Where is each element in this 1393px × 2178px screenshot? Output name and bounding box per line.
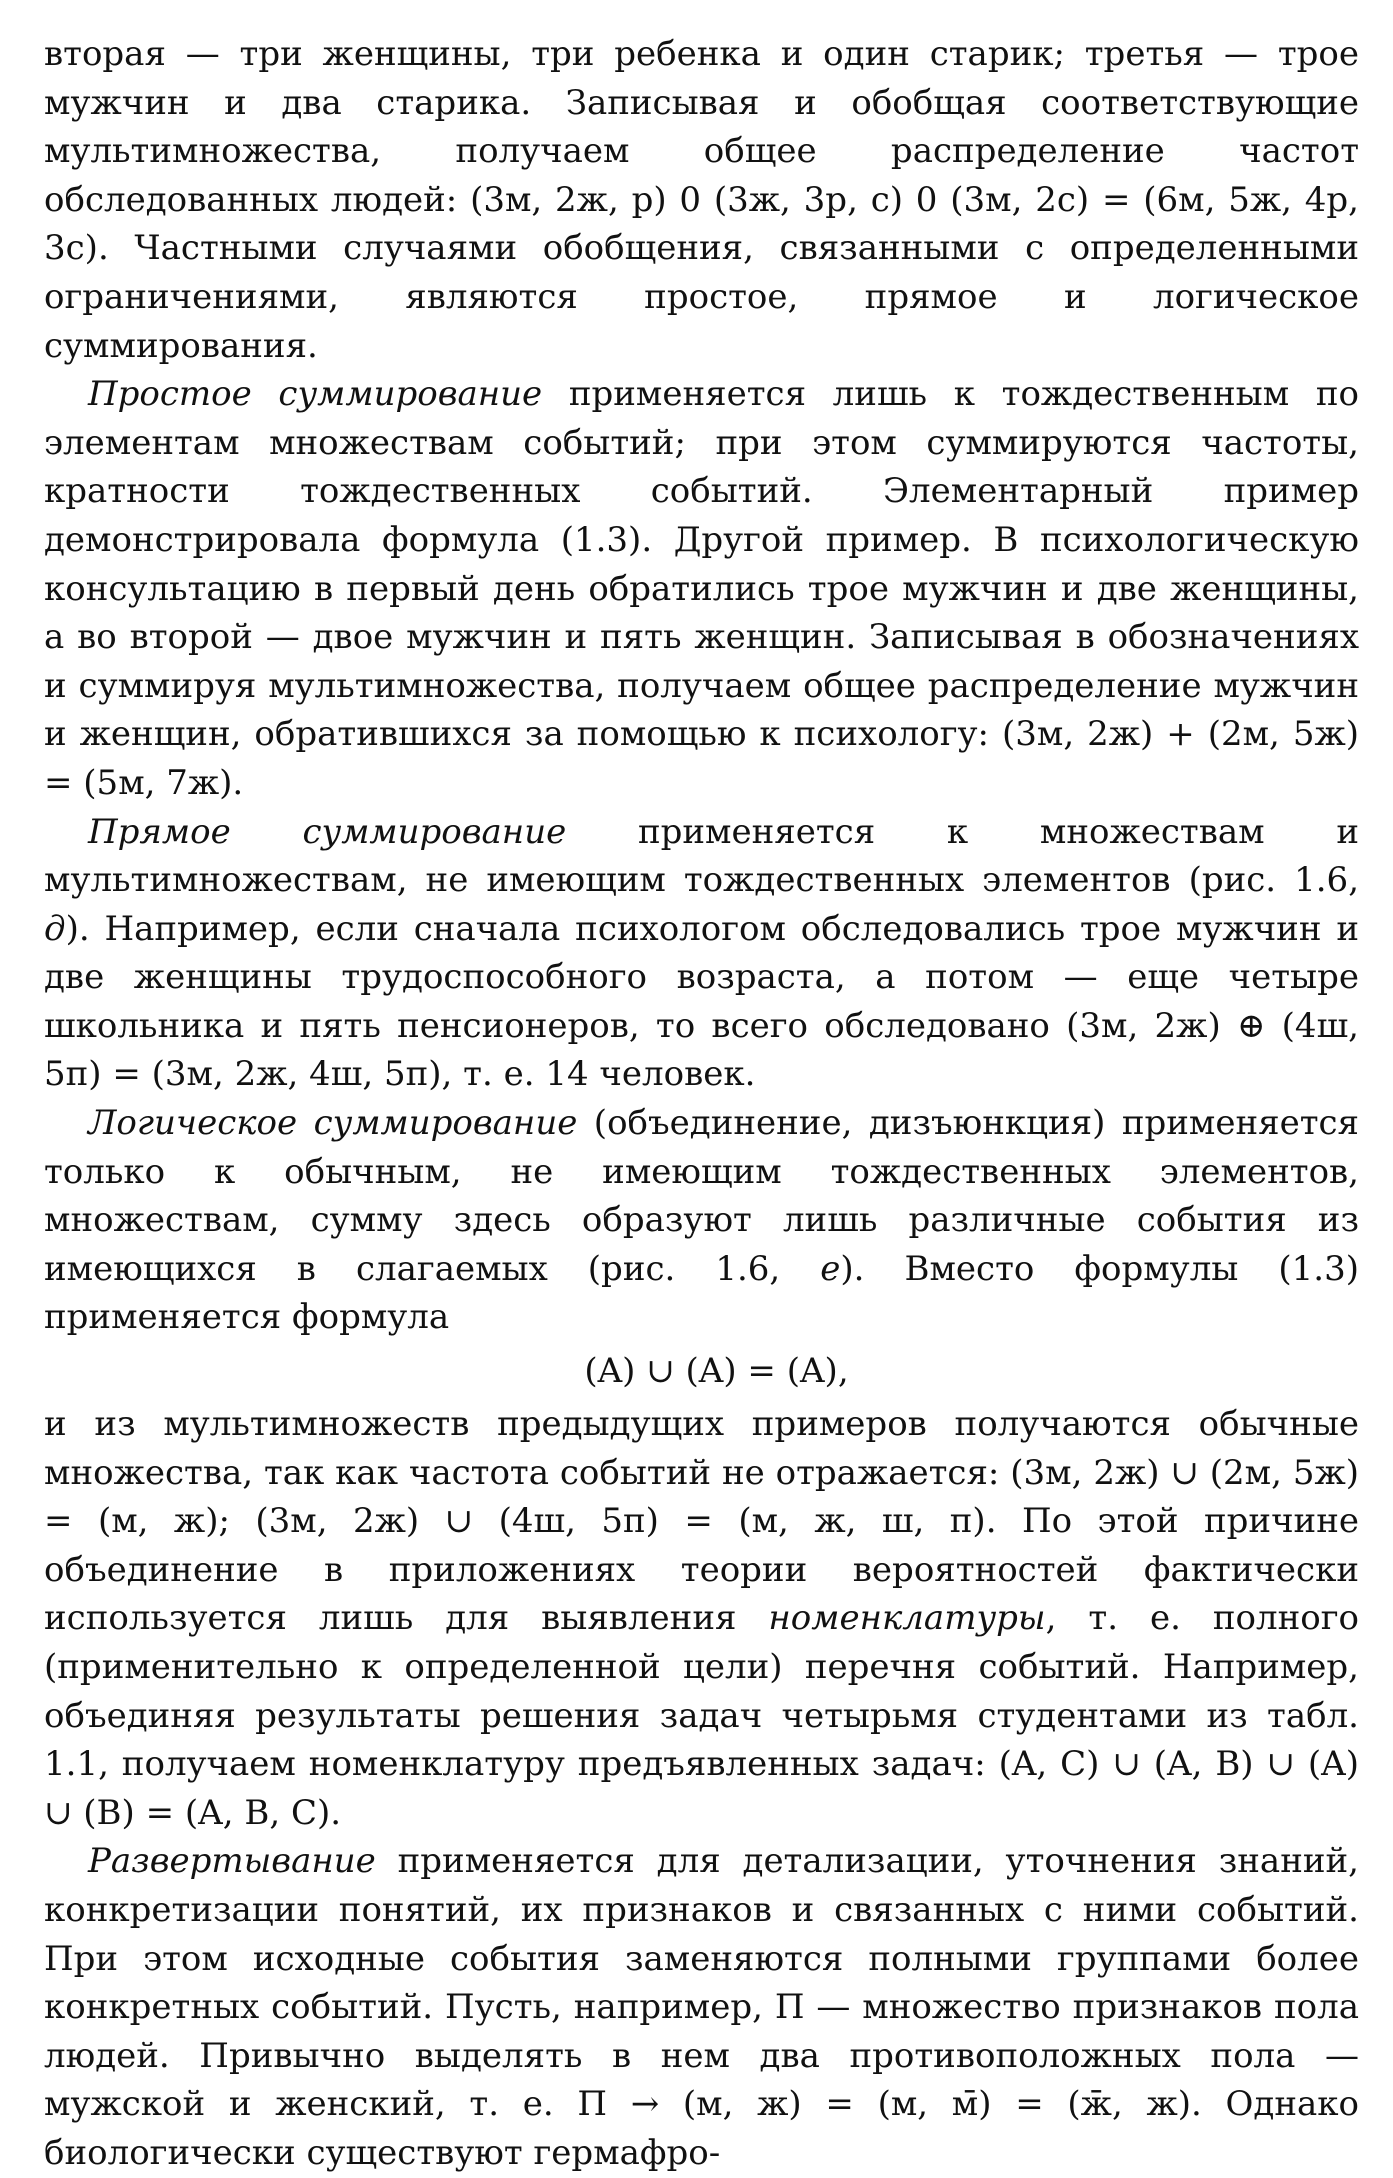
text-run: применяется к множествам и мультимножествам, не имеющим тождественных элементов (рис. 1.6, xyxy=(44,811,1360,901)
display-formula: (A) ∪ (A) = (A), xyxy=(584,1351,849,1392)
paragraph-union-examples xyxy=(44,1400,1359,1837)
paragraph-direct-summation xyxy=(44,808,1359,1100)
paragraph-simple-summation xyxy=(44,370,1359,807)
figure-ref-letter: е xyxy=(820,1248,841,1289)
term-nomenclature: номенклатуры xyxy=(768,1598,1046,1639)
text-run: ). Вместо формулы (1.3) применяется формула xyxy=(44,1248,1359,1338)
term-expansion: Развертывание xyxy=(88,1841,376,1882)
figure-ref-letter: д xyxy=(44,908,66,949)
text-run: применяется лишь к тождественным по элементам множествам событий; при этом суммируются частоты, кратности тождественных событий. Элементарный пример демонстрировала формула (1.3). Другой пример. В психологическую консультацию в первый день обратились трое мужчин и две женщины, а во второй — двое мужчин и пять женщин. Записывая в обозначениях и суммируя мультимножества, получаем общее распределение мужчин и женщин, обратившихся за помощью к психологу: (3м, 2ж) + (2м, 5ж) = (5м, 7ж). xyxy=(44,374,1359,803)
term-simple-summation: Простое суммирование xyxy=(88,374,543,415)
term-logical-summation: Логическое суммирование xyxy=(88,1103,578,1144)
text-run: (объединение, дизъюнкция) применяется только к обычным, не имеющим тождественных элементов, множествам, сумму здесь образуют лишь различные события из имеющихся в слагаемых (рис. 1.6, xyxy=(44,1103,1360,1289)
term-direct-summation: Прямое суммирование xyxy=(88,811,567,852)
paragraph-logical-summation xyxy=(44,1099,1359,1342)
text-run: вторая — три женщины, три ребенка и один старик; третья — трое мужчин и два старика. Записывая и обобщая соответствующие мультимножества, получаем общее распределение частот обследованных людей: (3м, 2ж, р) 0 (3ж, 3р, с) 0 (3м, 2с) = (6м, 5ж, 4р, 3с). Частными случаями обобщения, связанными с определенными ограничениями, являются простое, прямое и логическое суммирования. xyxy=(44,34,1359,366)
text-run: , т. е. полного (применительно к определенной цели) перечня событий. Например, объединяя результаты решения задач четырьмя студентами из табл. 1.1, получаем номенклатуру предъявленных задач: (A, C) ∪ (A, B) ∪ (A) ∪ (B) = (A, B, C). xyxy=(44,1598,1360,1833)
text-run: и из мультимножеств предыдущих примеров получаются обычные множества, так как частота событий не отражается: (3м, 2ж) ∪ (2м, 5ж) = (м, ж); (3м, 2ж) ∪ (4ш, 5п) = (м, ж, ш, п). По этой причине объединение в приложениях теории вероятностей фактически используется лишь для выявления xyxy=(44,1404,1359,1639)
text-run: применяется для детализации, уточнения знаний, конкретизации понятий, их признаков и связанных с ними событий. При этом исходные события заменяются полными группами более конкретных событий. Пусть, например, П — множество признаков пола людей. Привычно выделять в нем два противоположных пола — мужской и женский, т. е. П → (м, ж) = (м, м̄) = (ж̄, ж). Однако биологически существуют гермафро- xyxy=(44,1841,1359,2173)
text-run: ). Например, если сначала психологом обследовались трое мужчин и две женщины трудоспособного возраста, а потом — еще четыре школьника и пять пенсионеров, то всего обследовано (3м, 2ж) ⊕ (4ш, 5п) = (3м, 2ж, 4ш, 5п), т. е. 14 человек. xyxy=(44,908,1359,1095)
paragraph-expansion xyxy=(44,1837,1359,2177)
paragraph-continuation xyxy=(44,30,1359,370)
